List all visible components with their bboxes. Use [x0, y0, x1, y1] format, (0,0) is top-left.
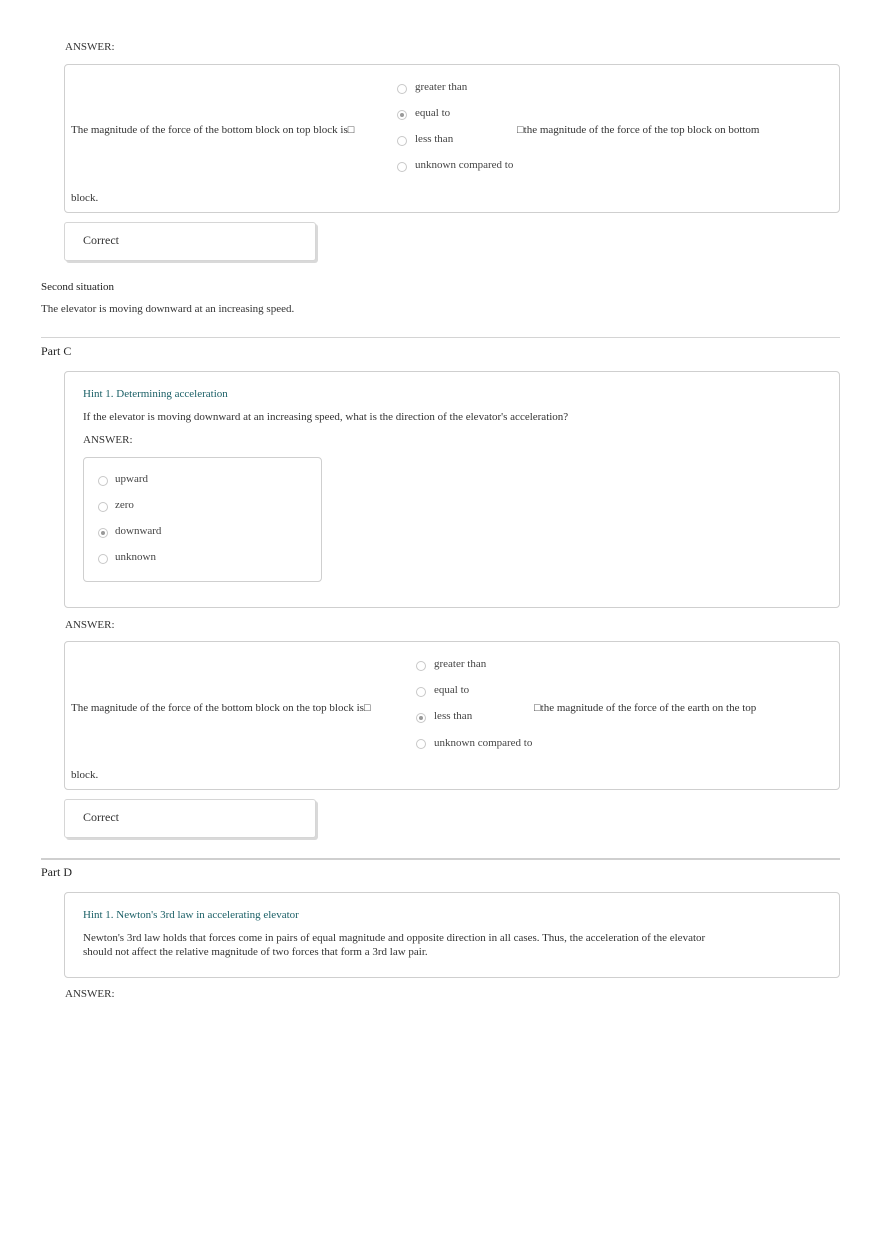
feedback-correct-part-b: Correct — [64, 222, 316, 261]
sentence-end-text: the magnitude of the force of the top block on bottom — [523, 124, 760, 136]
sentence-end — [517, 124, 760, 136]
part-d-title: Part D — [41, 865, 72, 879]
sentence-end-text: the magnitude of the force of the earth on the top — [540, 702, 757, 714]
option-equal-to[interactable]: equal to — [415, 107, 451, 119]
divider — [41, 858, 840, 860]
answer-label: ANSWER: — [65, 619, 115, 631]
answer-label: ANSWER: — [65, 988, 115, 1000]
radio-upward[interactable] — [98, 476, 108, 486]
feedback-correct-part-c: Correct — [64, 799, 316, 838]
option-equal-to[interactable]: equal to — [434, 684, 470, 696]
radio-zero[interactable] — [98, 502, 108, 512]
hint-question: If the elevator is moving downward at an increasing speed, what is the direction of the elevator's acceleration? — [83, 411, 569, 423]
sentence-start-text: The magnitude of the force of the bottom block on the top block is — [71, 702, 364, 714]
radio-unknown-compared-to[interactable] — [397, 162, 407, 172]
hint-answer-box — [83, 457, 322, 582]
hint-box-part-d — [64, 892, 840, 978]
sentence-end — [534, 702, 756, 714]
situation-text: The elevator is moving downward at an increasing speed. — [41, 303, 295, 315]
radio-unknown-compared-to[interactable] — [416, 739, 426, 749]
radio-greater-than[interactable] — [397, 84, 407, 94]
radio-greater-than[interactable] — [416, 661, 426, 671]
hint-answer-label: ANSWER: — [83, 434, 133, 446]
hint-text-line-1: Newton's 3rd law holds that forces come in pairs of equal magnitude and opposite direction in all cases. Thus, the acceleration of the elevator — [83, 932, 706, 944]
radio-less-than[interactable] — [416, 713, 426, 723]
hint-text-line-2: should not affect the relative magnitude of two forces that form a 3rd law pair. — [83, 946, 428, 958]
answer-box-part-c — [64, 641, 840, 790]
sentence-wrap: block. — [71, 192, 99, 204]
option-less-than[interactable]: less than — [434, 710, 473, 722]
answer-label: ANSWER: — [65, 41, 115, 53]
part-c-title: Part C — [41, 344, 72, 358]
divider — [41, 337, 840, 338]
sentence-start — [71, 124, 354, 136]
option-less-than[interactable]: less than — [415, 133, 454, 145]
situation-title: Second situation — [41, 281, 115, 293]
hint-title[interactable]: Hint 1. Newton's 3rd law in accelerating elevator — [83, 909, 299, 921]
answer-box-part-b — [64, 64, 840, 213]
option-unknown-compared-to[interactable]: unknown compared to — [415, 159, 514, 171]
option-downward[interactable]: downward — [115, 525, 162, 537]
option-upward[interactable]: upward — [115, 473, 148, 485]
option-unknown-compared-to[interactable]: unknown compared to — [434, 737, 533, 749]
radio-equal-to[interactable] — [397, 110, 407, 120]
option-greater-than[interactable]: greater than — [434, 658, 487, 670]
sentence-start-text: The magnitude of the force of the bottom block on top block is — [71, 124, 348, 136]
placeholder-box-icon: □ — [517, 124, 524, 136]
placeholder-box-icon: □ — [363, 702, 371, 714]
radio-downward[interactable] — [98, 528, 108, 538]
placeholder-box-icon: □ — [347, 124, 355, 136]
hint-box-part-c — [64, 371, 840, 608]
radio-equal-to[interactable] — [416, 687, 426, 697]
hint-title[interactable]: Hint 1. Determining acceleration — [83, 388, 228, 400]
placeholder-box-icon: □ — [534, 702, 541, 714]
sentence-start — [71, 702, 371, 714]
option-greater-than[interactable]: greater than — [415, 81, 468, 93]
sentence-wrap: block. — [71, 769, 99, 781]
radio-less-than[interactable] — [397, 136, 407, 146]
option-unknown[interactable]: unknown — [115, 551, 156, 563]
option-zero[interactable]: zero — [115, 499, 134, 511]
radio-unknown[interactable] — [98, 554, 108, 564]
